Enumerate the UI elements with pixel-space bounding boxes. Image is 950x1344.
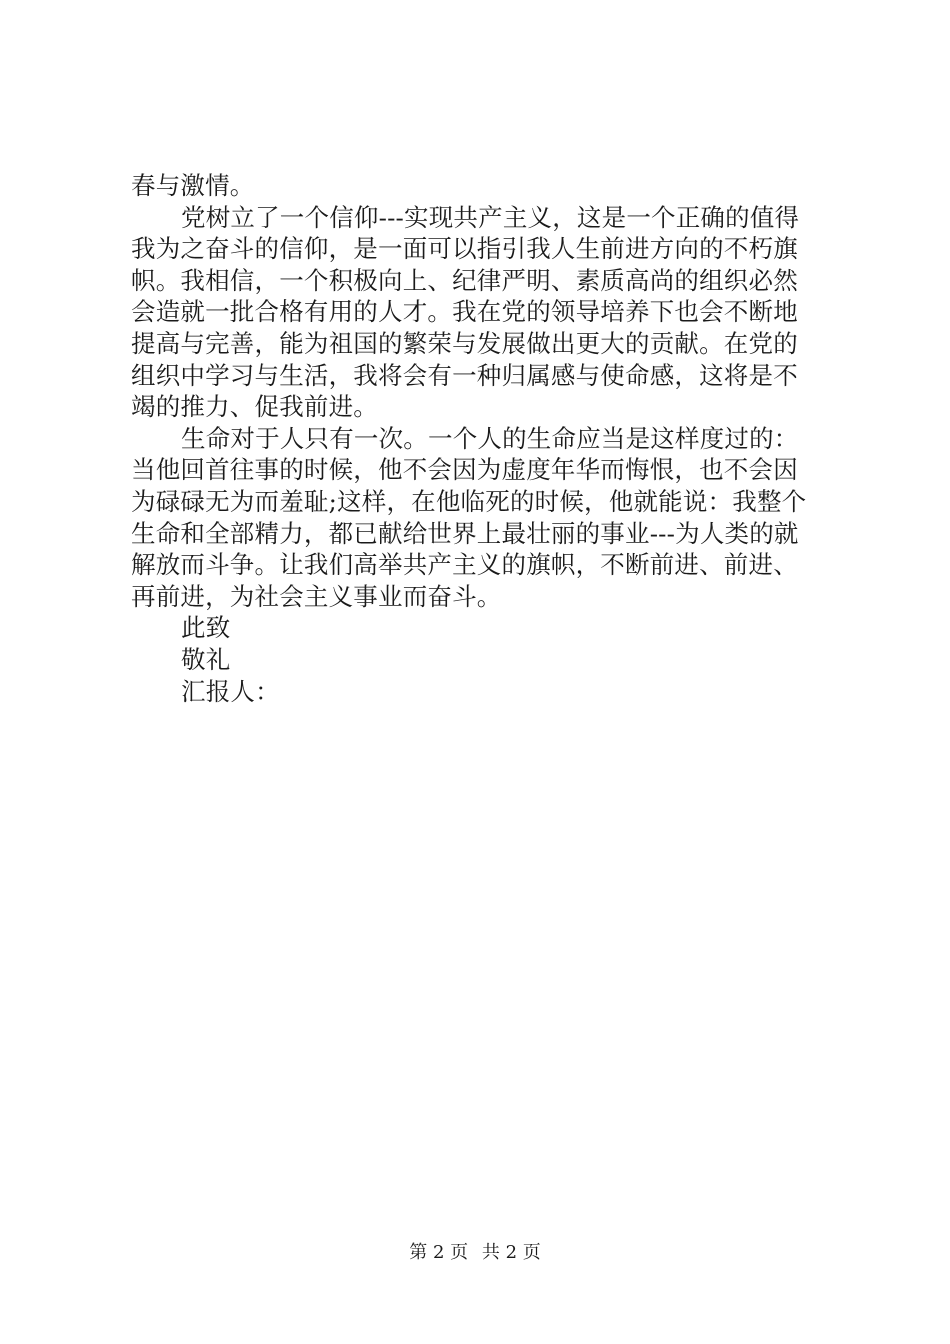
page-total: 共 2 页 — [481, 1242, 541, 1263]
closing-salutation: 此致 — [181, 613, 231, 643]
document-body — [131, 170, 831, 707]
reporter-signature-label: 汇报人： — [181, 676, 280, 706]
paragraph-line: 会造就一批合格有用的人才。我在党的领导培养下也会不断地 — [131, 297, 798, 327]
paragraph-line: 帜。我相信，一个积极向上、纪律严明、素质高尚的组织必然 — [131, 265, 798, 295]
page-number: 第 2 页 — [409, 1242, 469, 1263]
paragraph-line: 为碌碌无为而羞耻;这样，在他临死的时候，他就能说：我整个 — [131, 486, 807, 516]
paragraph-line: 我为之奋斗的信仰，是一面可以指引我人生前进方向的不朽旗 — [131, 234, 798, 264]
paragraph-line: 生命对于人只有一次。一个人的生命应当是这样度过的： — [181, 423, 799, 453]
paragraph-line: 党树立了一个信仰---实现共产主义，这是一个正确的值得 — [181, 202, 800, 232]
paragraph-line: 春与激情。 — [131, 171, 255, 200]
paragraph-line: 解放而斗争。让我们高举共产主义的旗帜，不断前进、前进、 — [131, 550, 798, 580]
page-footer — [0, 1241, 950, 1265]
paragraph-line: 提高与完善，能为祖国的繁荣与发展做出更大的贡献。在党的 — [131, 328, 798, 358]
closing-regards: 敬礼 — [181, 644, 231, 674]
paragraph-line: 竭的推力、促我前进。 — [131, 392, 378, 422]
paragraph-line: 再前进，为社会主义事业而奋斗。 — [131, 581, 502, 611]
paragraph-line: 组织中学习与生活，我将会有一种归属感与使命感，这将是不 — [131, 360, 798, 390]
paragraph-line: 生命和全部精力，都已献给世界上最壮丽的事业---为人类的就 — [131, 518, 799, 548]
paragraph-line: 当他回首往事的时候，他不会因为虚度年华而悔恨，也不会因 — [131, 455, 798, 485]
